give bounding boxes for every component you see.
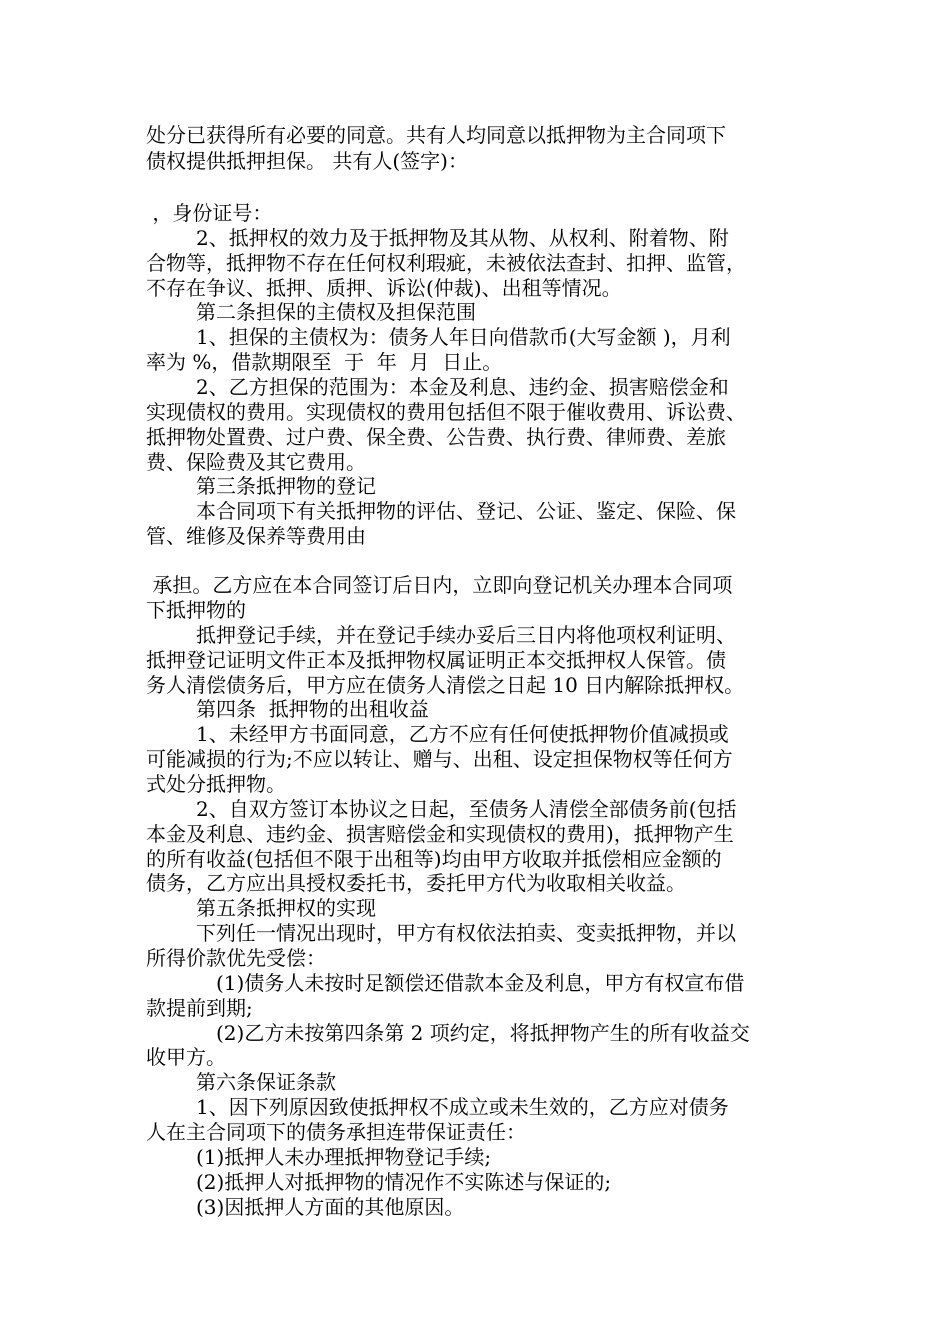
text-line: (1)债务人未按时足额偿还借款本金及利息，甲方有权宣布借 xyxy=(216,971,745,995)
text-line: 债权提供抵押担保。 共有人(签字)： xyxy=(146,149,468,173)
text-line: (2)乙方未按第四条第 2 项约定，将抵押物产生的所有收益交 xyxy=(216,1021,750,1045)
text-line: (2)抵押人对抵押物的情况作不实陈述与保证的; xyxy=(196,1170,612,1194)
text-line: 可能减损的行为;不应以转让、赠与、出租、设定担保物权等任何方 xyxy=(146,747,733,771)
text-line: 1、未经甲方书面同意，乙方不应有任何使抵押物价值减损或 xyxy=(196,722,729,746)
text-line: 1、因下列原因致使抵押权不成立或未生效的，乙方应对债务 xyxy=(196,1095,729,1119)
text-line: 本合同项下有关抵押物的评估、登记、公证、鉴定、保险、保 xyxy=(196,499,736,523)
text-line: 2、乙方担保的范围为：本金及利息、违约金、损害赔偿金和 xyxy=(196,375,729,399)
text-line: 下抵押物的 xyxy=(146,598,246,622)
text-line: 下列任一情况出现时，甲方有权依法拍卖、变卖抵押物，并以 xyxy=(196,921,736,945)
text-line: 本金及利息、违约金、损害赔偿金和实现债权的费用)，抵押物产生 xyxy=(146,822,734,846)
text-line: 费、保险费及其它费用。 xyxy=(146,450,366,474)
text-line: (3)因抵押人方面的其他原因。 xyxy=(196,1195,465,1219)
text-line: 1、担保的主债权为：债务人年日向借款币(大写金额 )，月利 xyxy=(196,325,731,349)
text-line: 合物等，抵押物不存在任何权利瑕疵，未被依法查封、扣押、监管， xyxy=(146,251,746,275)
text-line: 抵押登记证明文件正本及抵押物权属证明正本交抵押权人保管。债 xyxy=(146,648,726,672)
text-line: 抵押登记手续，并在登记手续办妥后三日内将他项权利证明、 xyxy=(196,623,736,647)
section-heading: 第三条抵押物的登记 xyxy=(196,474,376,498)
text-line: 款提前到期; xyxy=(146,996,253,1020)
text-line: 式处分抵押物。 xyxy=(146,772,286,796)
text-line: 所得价款优先受偿： xyxy=(146,946,326,970)
text-line: 2、抵押权的效力及于抵押物及其从物、从权利、附着物、附 xyxy=(196,226,729,250)
text-line: 的所有收益(包括但不限于出租等)均由甲方收取并抵偿相应金额的 xyxy=(146,847,722,871)
text-line: 不存在争议、抵押、质押、诉讼(仲裁)、出租等情况。 xyxy=(146,276,622,300)
text-line: 人在主合同项下的债务承担连带保证责任： xyxy=(146,1120,526,1144)
text-line: 处分已获得所有必要的同意。共有人均同意以抵押物为主合同项下 xyxy=(146,123,726,147)
text-line: 抵押物处置费、过户费、保全费、公告费、执行费、律师费、差旅 xyxy=(146,425,726,449)
section-heading: 第四条 抵押物的出租收益 xyxy=(196,697,429,721)
text-line: 2、自双方签订本协议之日起，至债务人清偿全部债务前(包括 xyxy=(196,797,737,821)
section-heading: 第二条担保的主债权及担保范围 xyxy=(196,300,476,324)
text-line: 管、维修及保养等费用由 xyxy=(146,524,366,548)
text-line: 债务，乙方应出具授权委托书，委托甲方代为收取相关收益。 xyxy=(146,871,686,895)
text-line: 率为 %，借款期限至 于 年 月 日止。 xyxy=(146,350,503,374)
section-heading: 第六条保证条款 xyxy=(196,1070,336,1094)
text-line: 收甲方。 xyxy=(146,1045,226,1069)
text-line: 务人清偿债务后，甲方应在债务人清偿之日起 10 日内解除抵押权。 xyxy=(146,673,745,697)
text-line: (1)抵押人未办理抵押物登记手续; xyxy=(196,1145,492,1169)
text-line: 实现债权的费用。实现债权的费用包括但不限于催收费用、诉讼费、 xyxy=(146,400,746,424)
text-line: ，身份证号： xyxy=(146,201,273,225)
section-heading: 第五条抵押权的实现 xyxy=(196,896,376,920)
text-line: 承担。乙方应在本合同签订后日内，立即向登记机关办理本合同项 xyxy=(146,573,733,597)
